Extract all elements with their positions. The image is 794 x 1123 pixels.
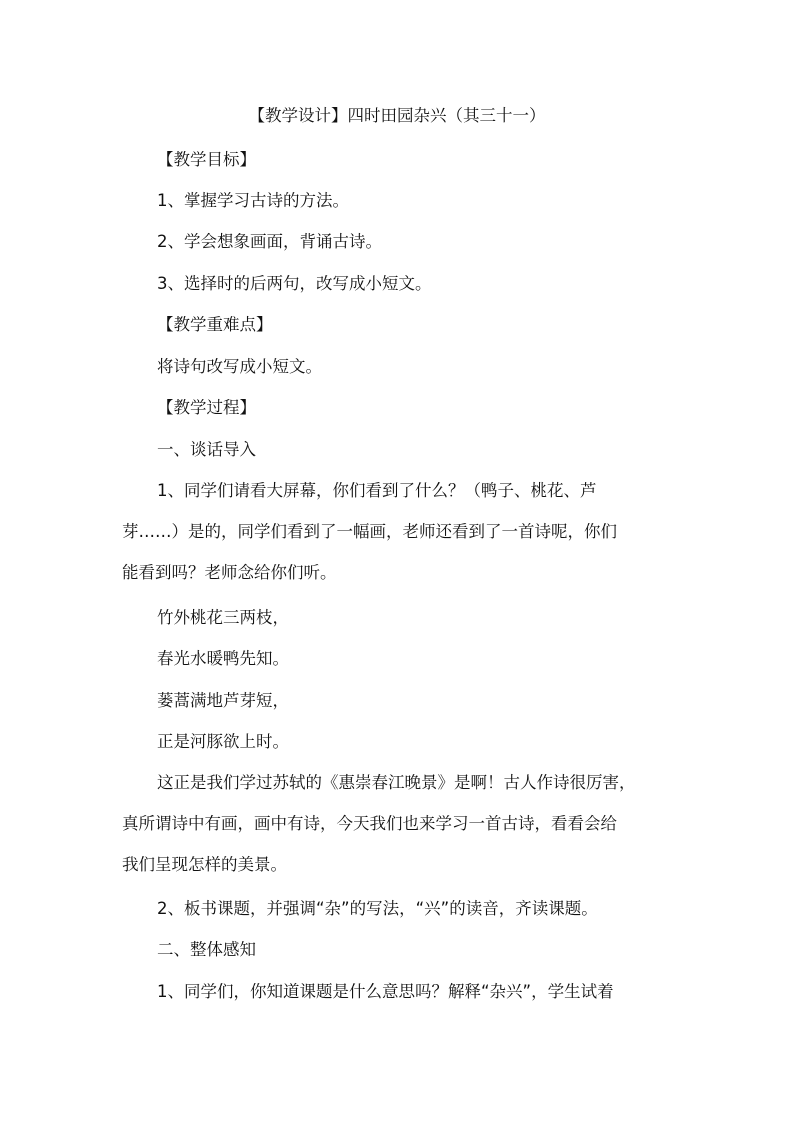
poem-line-1: 竹外桃花三两枝， <box>157 608 289 627</box>
title-meaning-step: 1、同学们，你知道课题是什么意思吗？解释“杂兴”，学生试着 <box>157 982 614 1001</box>
goal-item-3: 3、选择时的后两句，改写成小短文。 <box>157 274 432 293</box>
process-heading: 【教学过程】 <box>157 398 256 417</box>
part-two-heading: 二、整体感知 <box>157 940 256 959</box>
goals-heading: 【教学目标】 <box>157 150 256 169</box>
key-points-heading: 【教学重难点】 <box>157 315 273 334</box>
discussion-line-1: 这正是我们学过苏轼的《惠崇春江晚景》是啊！古人作诗很厉害， <box>157 773 636 792</box>
discussion-line-3: 我们呈现怎样的美景。 <box>122 855 287 874</box>
key-points-text: 将诗句改写成小短文。 <box>157 357 322 376</box>
intro-line-2: 芽……）是的，同学们看到了一幅画，老师还看到了一首诗呢，你们 <box>122 522 617 541</box>
intro-line-1: 1、同学们请看大屏幕，你们看到了什么？（鸭子、桃花、芦 <box>157 481 597 500</box>
goal-item-2: 2、学会想象画面，背诵古诗。 <box>157 232 382 251</box>
poem-line-2: 春光水暖鸭先知。 <box>157 649 289 668</box>
part-one-heading: 一、谈话导入 <box>157 440 256 459</box>
poem-line-4: 正是河豚欲上时。 <box>157 732 289 751</box>
discussion-line-2: 真所谓诗中有画，画中有诗，今天我们也来学习一首古诗，看看会给 <box>122 814 617 833</box>
board-title-step: 2、板书课题，并强调“杂”的写法，“兴”的读音，齐读课题。 <box>157 899 598 918</box>
intro-line-3: 能看到吗？老师念给你们听。 <box>122 563 337 582</box>
goal-item-1: 1、掌握学习古诗的方法。 <box>157 191 349 210</box>
intro-paragraph <box>122 470 674 593</box>
document-title: 【教学设计】四时田园杂兴（其三十一） <box>248 106 546 125</box>
poem-discussion-paragraph <box>122 762 674 885</box>
poem-line-3: 蒌蒿满地芦芽短， <box>157 691 289 710</box>
